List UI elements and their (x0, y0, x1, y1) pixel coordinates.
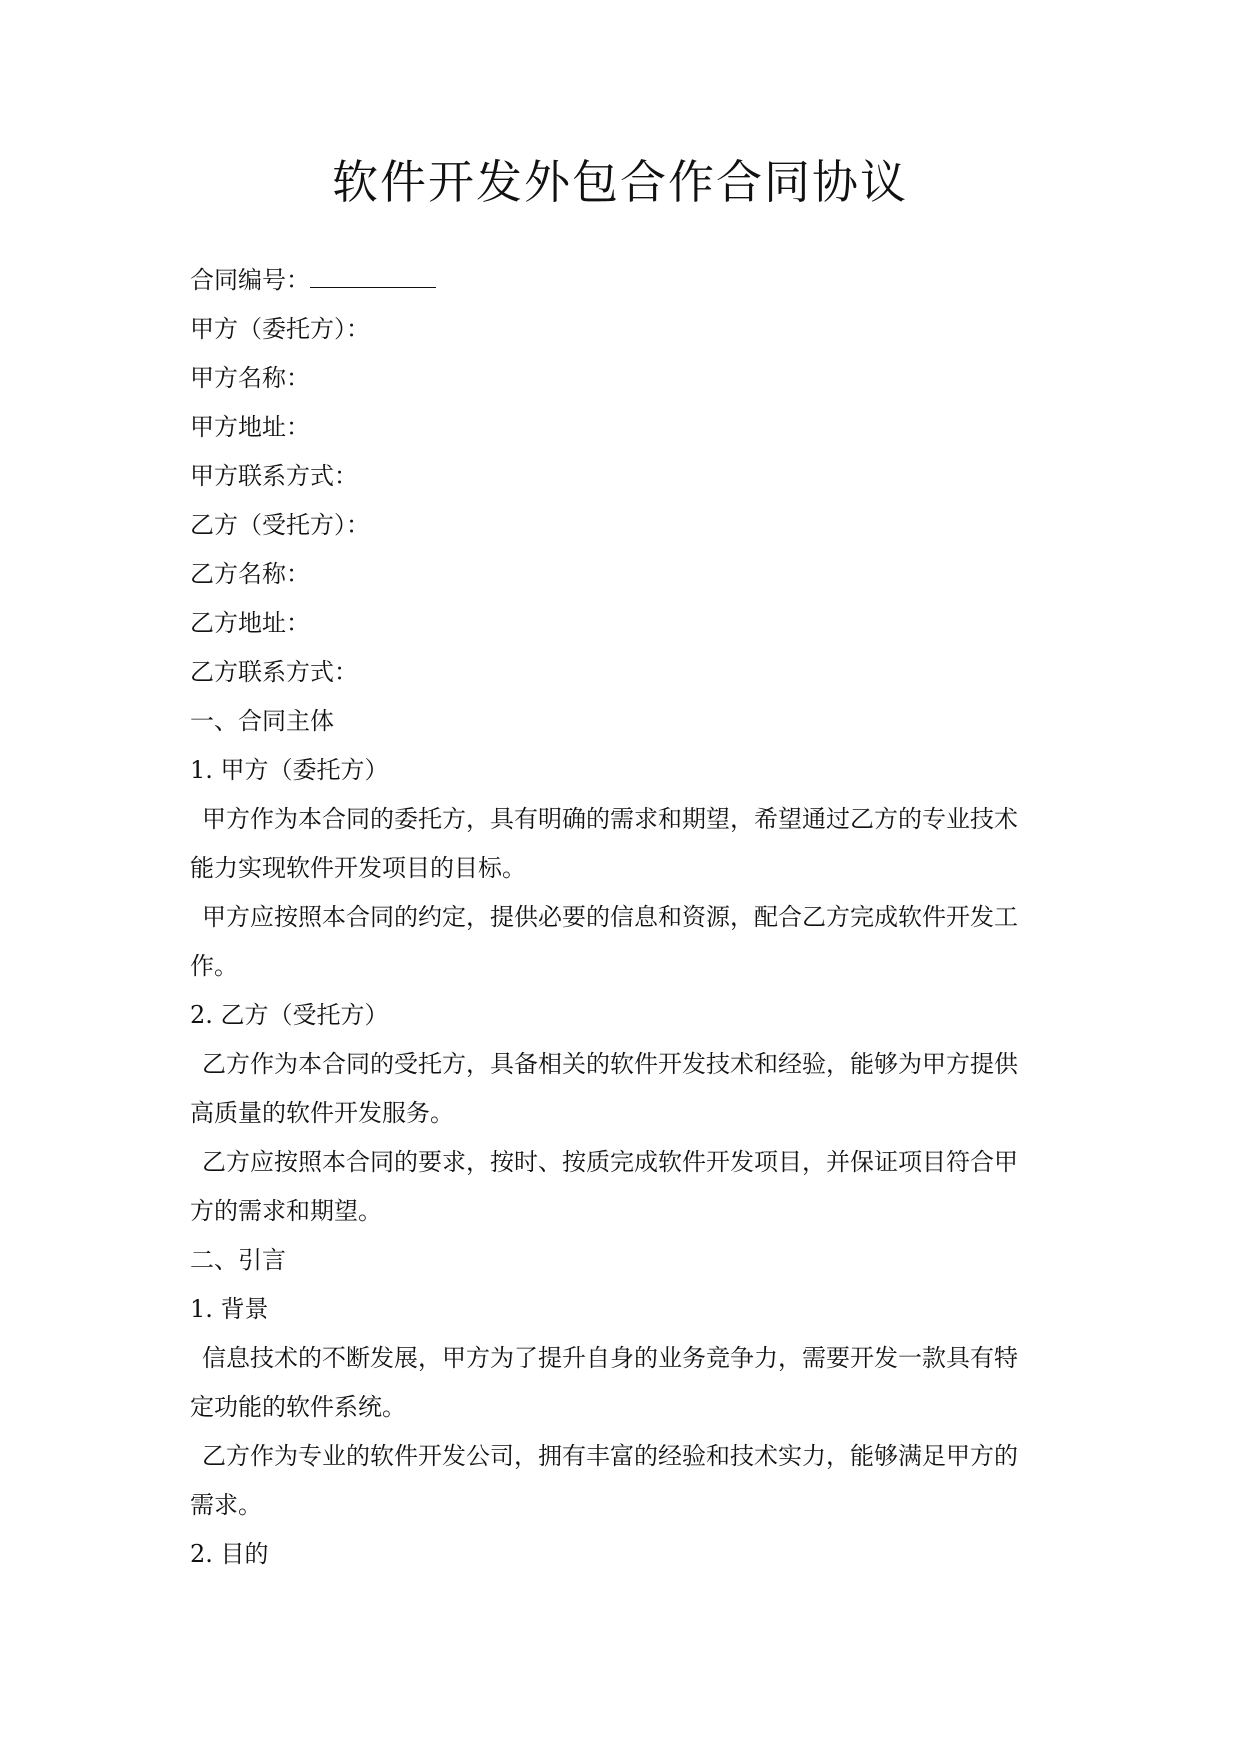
paragraph-line: 方的需求和期望。 (190, 1197, 382, 1225)
paragraph-line: 定功能的软件系统。 (190, 1393, 406, 1421)
paragraph-line: 乙方作为本合同的受托方，具备相关的软件开发技术和经验，能够为甲方提供 (202, 1050, 1018, 1078)
paragraph-line: 甲方应按照本合同的约定，提供必要的信息和资源，配合乙方完成软件开发工 (202, 903, 1018, 931)
contract-number-label: 合同编号： (190, 266, 310, 294)
paragraph-line: 乙方作为专业的软件开发公司，拥有丰富的经验和技术实力，能够满足甲方的 (202, 1442, 1018, 1470)
document-title: 软件开发外包合作合同协议 (332, 155, 908, 209)
party-a-address-field: 甲方地址： (190, 413, 310, 441)
party-b-contact-field: 乙方联系方式： (190, 658, 358, 686)
party-a-heading: 甲方（委托方）： (190, 315, 370, 343)
party-b-address-field: 乙方地址： (190, 609, 310, 637)
paragraph-line: 甲方作为本合同的委托方，具有明确的需求和期望，希望通过乙方的专业技术 (202, 805, 1018, 833)
party-a-name-field: 甲方名称： (190, 364, 310, 392)
paragraph-line: 作。 (190, 952, 238, 980)
item-1-2-heading: 2. 乙方（受托方） (190, 1001, 389, 1029)
contract-number-line (190, 256, 1060, 305)
paragraph-line: 乙方应按照本合同的要求，按时、按质完成软件开发项目，并保证项目符合甲 (202, 1148, 1018, 1176)
paragraph-line: 需求。 (190, 1491, 262, 1519)
section-2-heading: 二、引言 (190, 1246, 286, 1274)
contract-number-blank (310, 267, 436, 288)
paragraph-line: 能力实现软件开发项目的目标。 (190, 854, 526, 882)
item-1-1-heading: 1. 甲方（委托方） (190, 756, 389, 784)
paragraph-line: 信息技术的不断发展，甲方为了提升自身的业务竞争力，需要开发一款具有特 (202, 1344, 1018, 1372)
party-b-name-field: 乙方名称： (190, 560, 310, 588)
section-1-heading: 一、合同主体 (190, 707, 334, 735)
document-body (190, 256, 1060, 1579)
item-2-1-heading: 1. 背景 (190, 1295, 269, 1323)
paragraph-line: 高质量的软件开发服务。 (190, 1099, 454, 1127)
party-b-heading: 乙方（受托方）： (190, 511, 370, 539)
party-a-contact-field: 甲方联系方式： (190, 462, 358, 490)
item-2-2-heading: 2. 目的 (190, 1540, 269, 1568)
